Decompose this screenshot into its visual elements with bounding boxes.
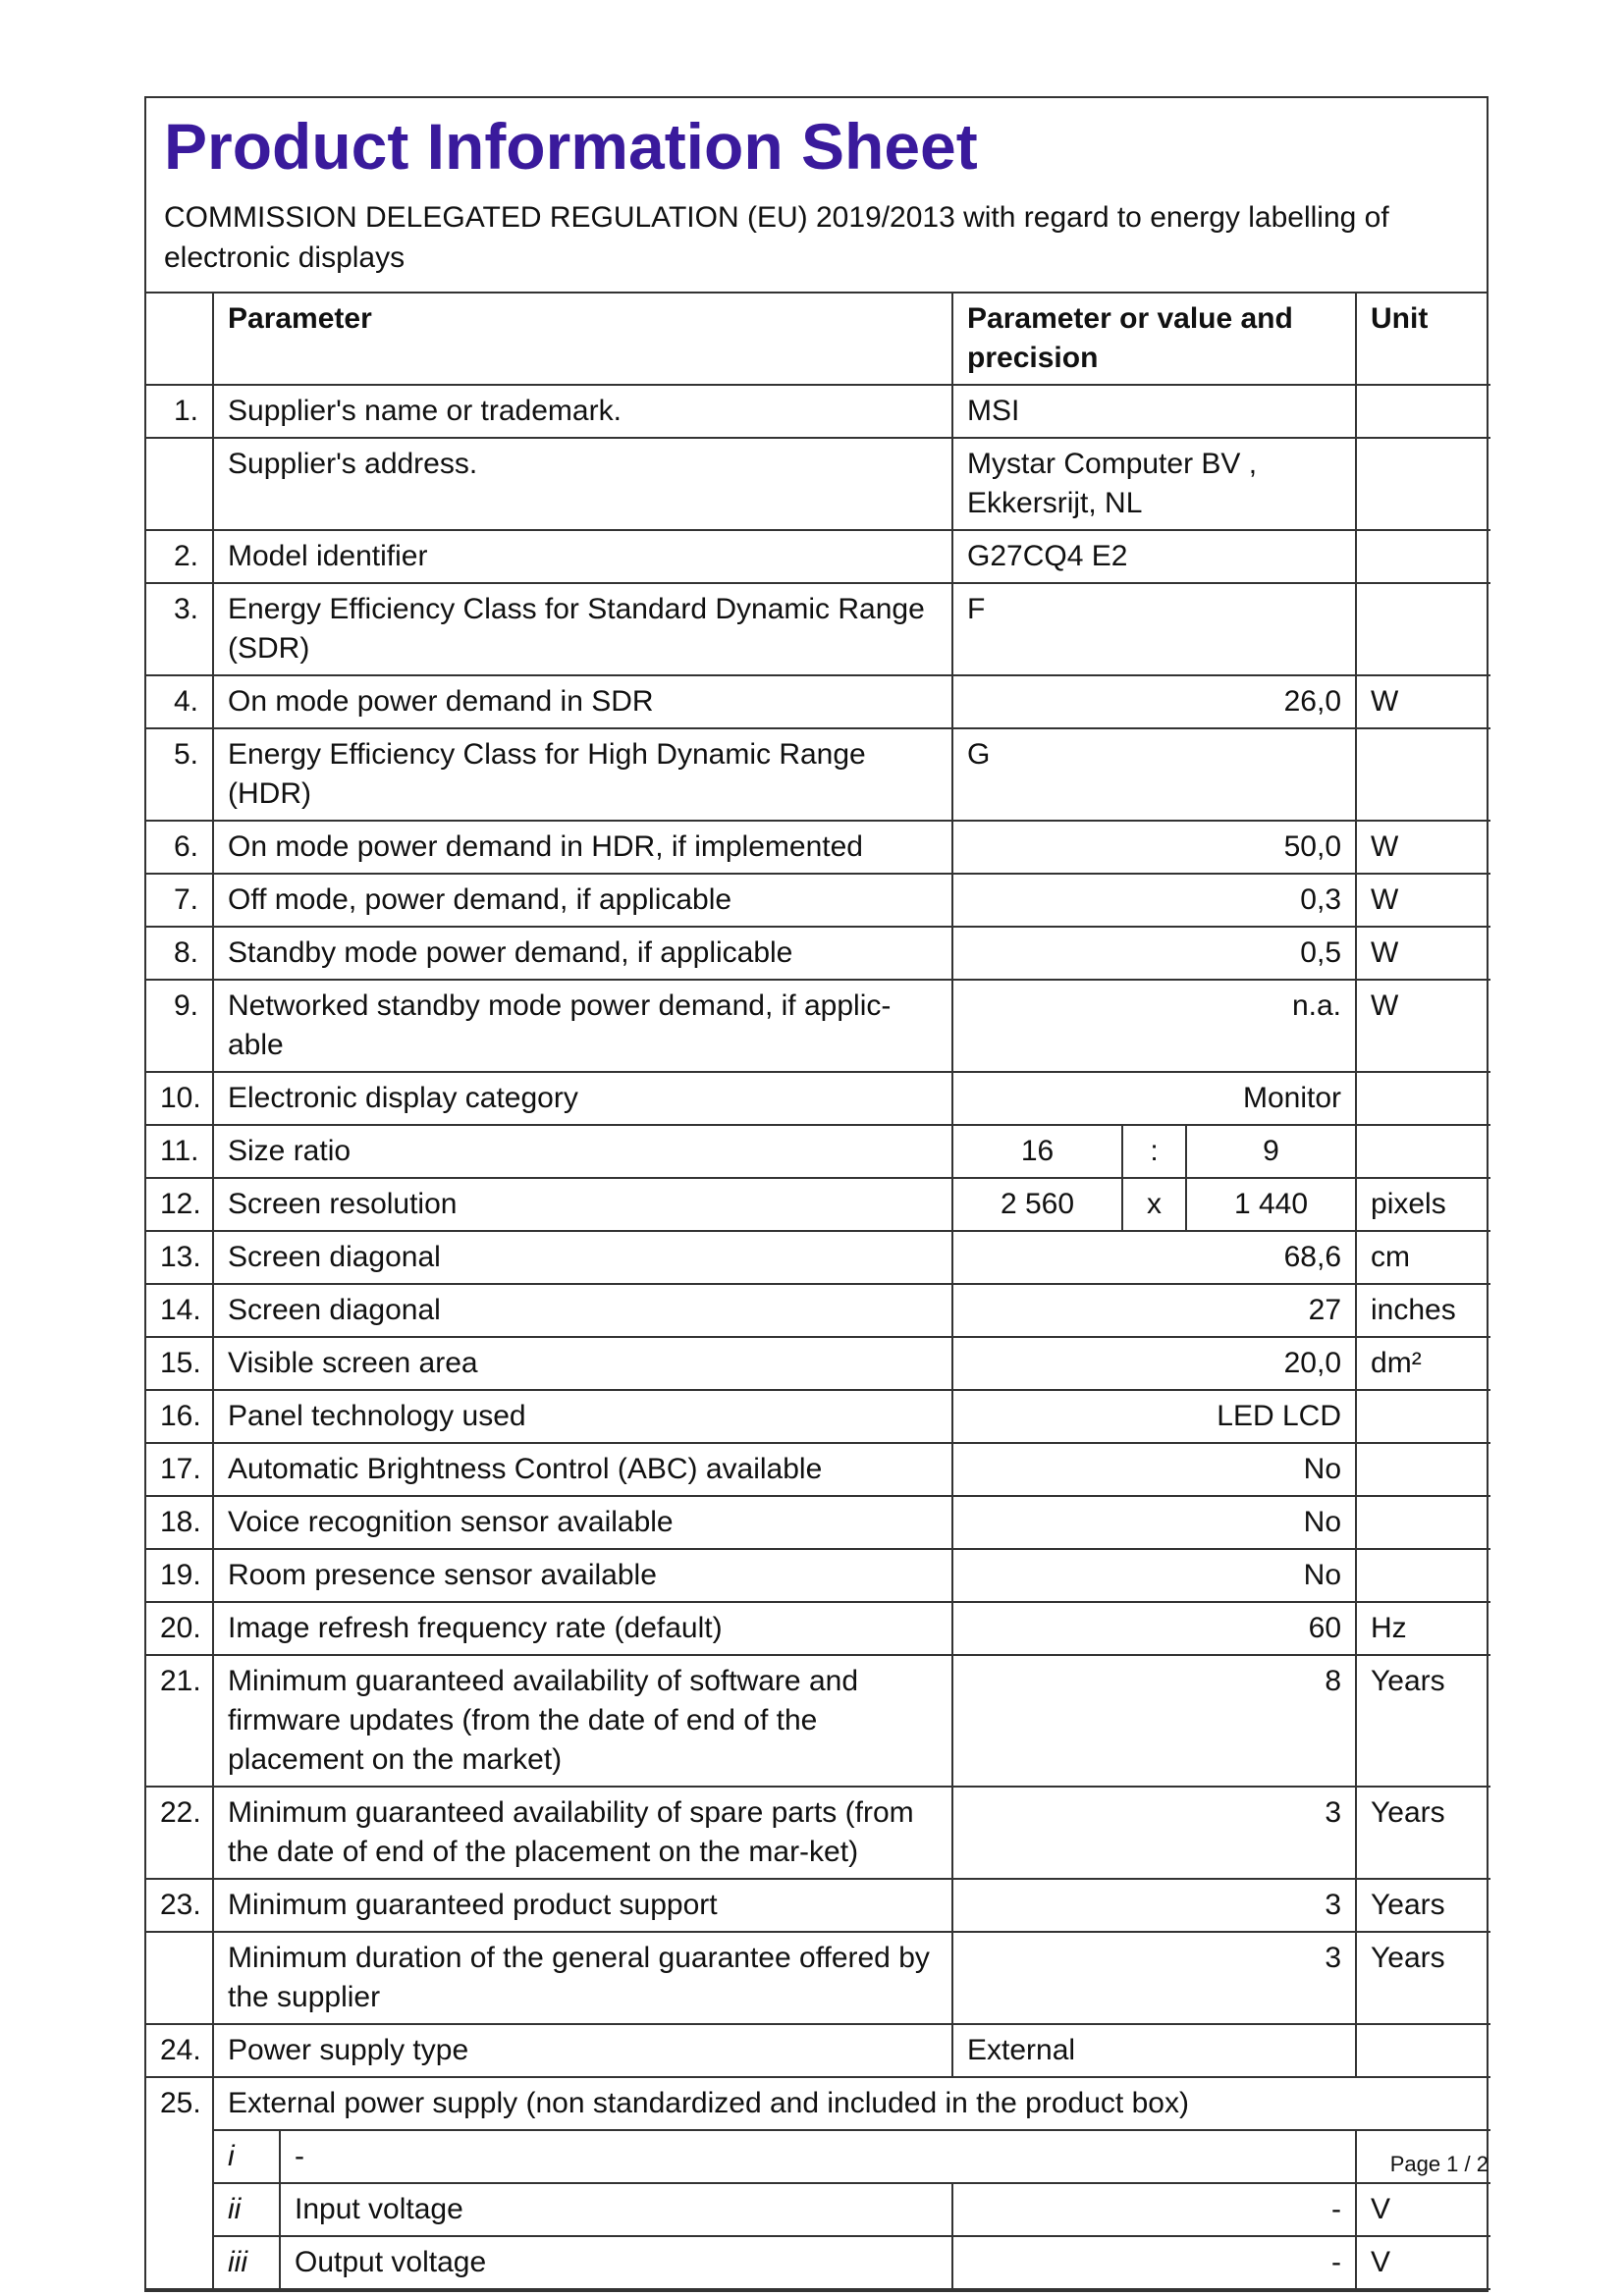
row-number: 5. xyxy=(146,728,213,821)
row-unit: W xyxy=(1356,821,1490,874)
row-parameter: Minimum guaranteed availability of software and firmware updates (from the date of end of the placement on the market) xyxy=(213,1655,952,1787)
row-parameter: Supplier's address. xyxy=(213,438,952,530)
sub-row xyxy=(146,2130,1490,2183)
row-number: 9. xyxy=(146,980,213,1072)
row-unit xyxy=(1356,385,1490,438)
row-unit: Years xyxy=(1356,1879,1490,1932)
row-parameter: Minimum guaranteed product support xyxy=(213,1879,952,1932)
table-row xyxy=(146,1337,1490,1390)
row-number: 1. xyxy=(146,385,213,438)
row-parameter: On mode power demand in SDR xyxy=(213,675,952,728)
table-header-row xyxy=(146,294,1490,385)
row-unit xyxy=(1356,1125,1490,1178)
table-row xyxy=(146,1879,1490,1932)
table-row xyxy=(146,583,1490,675)
table-row xyxy=(146,728,1490,821)
table-row xyxy=(146,2077,1490,2130)
row-number: 10. xyxy=(146,1072,213,1125)
row-value-separator: x xyxy=(1122,1178,1186,1231)
row-number: 15. xyxy=(146,1337,213,1390)
row-number: 2. xyxy=(146,530,213,583)
row-value-first: 2 560 xyxy=(952,1178,1122,1231)
page-number: Page 1 / 2 xyxy=(1389,2152,1489,2176)
row-value: 50,0 xyxy=(952,821,1356,874)
row-unit xyxy=(1356,728,1490,821)
table-row xyxy=(146,2024,1490,2077)
row-value: n.a. xyxy=(952,980,1356,1072)
row-value: 27 xyxy=(952,1284,1356,1337)
row-value-second: 1 440 xyxy=(1186,1178,1356,1231)
row-unit: Hz xyxy=(1356,1602,1490,1655)
row-number: 20. xyxy=(146,1602,213,1655)
row-unit xyxy=(1356,1496,1490,1549)
row-value: No xyxy=(952,1496,1356,1549)
sub-row xyxy=(146,2183,1490,2236)
row-value-second: 9 xyxy=(1186,1125,1356,1178)
row-number: 4. xyxy=(146,675,213,728)
row-unit xyxy=(1356,1549,1490,1602)
row-unit: Years xyxy=(1356,1655,1490,1787)
page-title: Product Information Sheet xyxy=(164,110,978,183)
row-number xyxy=(146,1932,213,2024)
table-row xyxy=(146,1932,1490,2024)
row-parameter: Minimum guaranteed availability of spare parts (from the date of end of the placement on the mar-ket) xyxy=(213,1787,952,1879)
parameters-table xyxy=(146,294,1490,2290)
row-value: 8 xyxy=(952,1655,1356,1787)
row-parameter: Power supply type xyxy=(213,2024,952,2077)
row-number: 14. xyxy=(146,1284,213,1337)
table-row xyxy=(146,1231,1490,1284)
table-row xyxy=(146,1390,1490,1443)
sub-row-unit: V xyxy=(1356,2236,1490,2289)
row-value: 3 xyxy=(952,1787,1356,1879)
sub-row-unit: V xyxy=(1356,2183,1490,2236)
row-number: 6. xyxy=(146,821,213,874)
row-unit xyxy=(1356,1072,1490,1125)
row-unit: cm xyxy=(1356,1231,1490,1284)
product-information-sheet xyxy=(144,96,1489,2292)
row-number: 23. xyxy=(146,1879,213,1932)
row-value: 20,0 xyxy=(952,1337,1356,1390)
sub-row-label: Output voltage xyxy=(280,2236,952,2289)
row-value: Monitor xyxy=(952,1072,1356,1125)
row-number: 18. xyxy=(146,1496,213,1549)
row-unit: W xyxy=(1356,980,1490,1072)
row-value: Mystar Computer BV , Ekkersrijt, NL xyxy=(952,438,1356,530)
table-row xyxy=(146,1787,1490,1879)
row-parameter: External power supply (non standardized and included in the product box) xyxy=(213,2077,1490,2130)
regulation-subtitle: COMMISSION DELEGATED REGULATION (EU) 2019/2013 with regard to energy labelling of electronic displays xyxy=(164,200,1389,274)
title-block xyxy=(146,98,1487,294)
header-parameter: Parameter xyxy=(213,294,952,385)
table-row xyxy=(146,1655,1490,1787)
table-row xyxy=(146,1284,1490,1337)
row-parameter: Voice recognition sensor available xyxy=(213,1496,952,1549)
row-unit: W xyxy=(1356,874,1490,927)
row-value: MSI xyxy=(952,385,1356,438)
row-parameter: Automatic Brightness Control (ABC) available xyxy=(213,1443,952,1496)
row-parameter: Screen diagonal xyxy=(213,1231,952,1284)
row-value: 68,6 xyxy=(952,1231,1356,1284)
row-number: 7. xyxy=(146,874,213,927)
row-parameter: On mode power demand in HDR, if implemented xyxy=(213,821,952,874)
sub-row-label: - xyxy=(280,2130,1356,2183)
row-unit xyxy=(1356,438,1490,530)
row-number: 25. xyxy=(146,2077,213,2289)
row-value: G27CQ4 E2 xyxy=(952,530,1356,583)
row-value: LED LCD xyxy=(952,1390,1356,1443)
row-parameter: Image refresh frequency rate (default) xyxy=(213,1602,952,1655)
row-parameter: Size ratio xyxy=(213,1125,952,1178)
table-row xyxy=(146,874,1490,927)
row-value: External xyxy=(952,2024,1356,2077)
row-number: 24. xyxy=(146,2024,213,2077)
header-value: Parameter or value and precision xyxy=(952,294,1356,385)
row-parameter: Screen diagonal xyxy=(213,1284,952,1337)
row-unit: inches xyxy=(1356,1284,1490,1337)
table-row xyxy=(146,1072,1490,1125)
row-unit xyxy=(1356,1443,1490,1496)
row-unit: W xyxy=(1356,927,1490,980)
row-value: 3 xyxy=(952,1879,1356,1932)
row-unit xyxy=(1356,530,1490,583)
sub-row-roman: ii xyxy=(213,2183,280,2236)
row-number: 8. xyxy=(146,927,213,980)
table-row xyxy=(146,530,1490,583)
row-unit xyxy=(1356,583,1490,675)
row-value-first: 16 xyxy=(952,1125,1122,1178)
table-row xyxy=(146,1178,1490,1231)
row-parameter: Minimum duration of the general guarantee offered by the supplier xyxy=(213,1932,952,2024)
sub-row-label: Input voltage xyxy=(280,2183,952,2236)
row-value: No xyxy=(952,1443,1356,1496)
row-unit: dm² xyxy=(1356,1337,1490,1390)
table-row xyxy=(146,1125,1490,1178)
sub-row xyxy=(146,2236,1490,2289)
table-row xyxy=(146,1549,1490,1602)
header-number xyxy=(146,294,213,385)
row-number: 16. xyxy=(146,1390,213,1443)
row-value: G xyxy=(952,728,1356,821)
row-number: 12. xyxy=(146,1178,213,1231)
table-row xyxy=(146,980,1490,1072)
row-parameter: Supplier's name or trademark. xyxy=(213,385,952,438)
row-parameter: Off mode, power demand, if applicable xyxy=(213,874,952,927)
row-value: 3 xyxy=(952,1932,1356,2024)
row-unit: pixels xyxy=(1356,1178,1490,1231)
row-number: 13. xyxy=(146,1231,213,1284)
row-parameter: Panel technology used xyxy=(213,1390,952,1443)
row-value: 0,3 xyxy=(952,874,1356,927)
row-unit xyxy=(1356,1390,1490,1443)
table-row xyxy=(146,675,1490,728)
row-unit: Years xyxy=(1356,1787,1490,1879)
table-row xyxy=(146,1443,1490,1496)
table-row xyxy=(146,1602,1490,1655)
sub-row-value: - xyxy=(952,2236,1356,2289)
row-parameter: Model identifier xyxy=(213,530,952,583)
table-row xyxy=(146,385,1490,438)
row-unit: Years xyxy=(1356,1932,1490,2024)
row-parameter: Energy Efficiency Class for Standard Dynamic Range (SDR) xyxy=(213,583,952,675)
header-unit: Unit xyxy=(1356,294,1490,385)
row-parameter: Visible screen area xyxy=(213,1337,952,1390)
row-number: 22. xyxy=(146,1787,213,1879)
row-unit: W xyxy=(1356,675,1490,728)
row-value: F xyxy=(952,583,1356,675)
table-row xyxy=(146,438,1490,530)
row-parameter: Energy Efficiency Class for High Dynamic Range (HDR) xyxy=(213,728,952,821)
row-number: 17. xyxy=(146,1443,213,1496)
row-parameter: Standby mode power demand, if applicable xyxy=(213,927,952,980)
row-value-separator: : xyxy=(1122,1125,1186,1178)
row-number: 3. xyxy=(146,583,213,675)
row-number xyxy=(146,438,213,530)
row-value: No xyxy=(952,1549,1356,1602)
table-row xyxy=(146,1496,1490,1549)
table-row xyxy=(146,927,1490,980)
row-parameter: Electronic display category xyxy=(213,1072,952,1125)
row-value: 26,0 xyxy=(952,675,1356,728)
row-value: 60 xyxy=(952,1602,1356,1655)
row-number: 21. xyxy=(146,1655,213,1787)
sub-row-roman: i xyxy=(213,2130,280,2183)
sub-row-roman: iii xyxy=(213,2236,280,2289)
row-parameter: Networked standby mode power demand, if applic-able xyxy=(213,980,952,1072)
row-number: 11. xyxy=(146,1125,213,1178)
row-number: 19. xyxy=(146,1549,213,1602)
sub-row-value: - xyxy=(952,2183,1356,2236)
row-parameter: Screen resolution xyxy=(213,1178,952,1231)
row-unit xyxy=(1356,2024,1490,2077)
row-parameter: Room presence sensor available xyxy=(213,1549,952,1602)
row-value: 0,5 xyxy=(952,927,1356,980)
table-row xyxy=(146,821,1490,874)
